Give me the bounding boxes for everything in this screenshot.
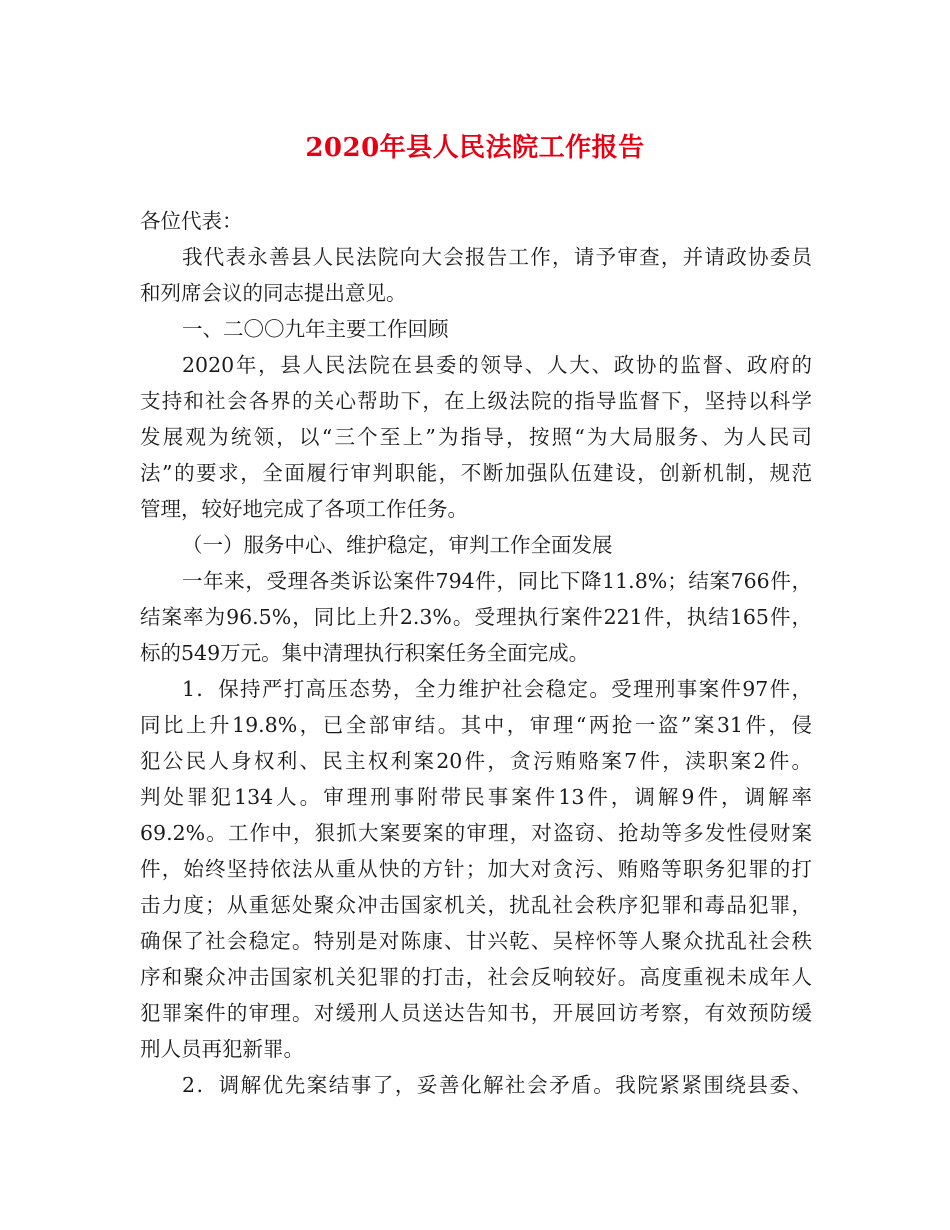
paragraph-line: 1．保持严打高压态势，全力维护社会稳定。受理刑事案件97件， [182,677,812,701]
subsection-heading: （一）服务中心、维护稳定，审判工作全面发展 [182,533,613,557]
paragraph-line: 结案率为96.5%，同比上升2.3%。受理执行案件221件，执结165件， [140,605,812,629]
paragraph-line: 判处罪犯134人。审理刑事附带民事案件13件，调解9件，调解率 [140,785,812,809]
paragraph-line: 和列席会议的同志提出意见。 [140,281,407,305]
paragraph-line: 犯公民人身权利、民主权利案20件，贪污贿赂案7件，渎职案2件。 [140,749,812,773]
paragraph-line: 法”的要求，全面履行审判职能，不断加强队伍建设，创新机制，规范 [140,461,812,485]
paragraph-line: 同比上升19.8%，已全部审结。其中，审理“两抢一盗”案31件，侵 [140,713,812,737]
salutation: 各位代表： [140,209,243,233]
section-heading: 一、二〇〇九年主要工作回顾 [182,317,449,341]
paragraph-line: 2．调解优先案结事了，妥善化解社会矛盾。我院紧紧围绕县委、 [182,1073,812,1097]
paragraph-line: 69.2%。工作中，狠抓大案要案的审理，对盗窃、抢劫等多发性侵财案 [140,821,812,845]
paragraph-line: 一年来，受理各类诉讼案件794件，同比下降11.8%；结案766件， [182,569,812,593]
document-title: 2020年县人民法院工作报告 [305,133,645,163]
paragraph-line: 击力度；从重惩处聚众冲击国家机关，扰乱社会秩序犯罪和毒品犯罪， [140,893,812,917]
paragraph-line: 我代表永善县人民法院向大会报告工作，请予审查，并请政协委员 [182,245,812,269]
paragraph-line: 刑人员再犯新罪。 [140,1037,304,1061]
paragraph-line: 序和聚众冲击国家机关犯罪的打击，社会反响较好。高度重视未成年人 [140,965,812,989]
paragraph-line: 犯罪案件的审理。对缓刑人员送达告知书，开展回访考察，有效预防缓 [140,1001,812,1025]
document-body [140,203,812,1103]
paragraph-line: 件，始终坚持依法从重从快的方针；加大对贪污、贿赂等职务犯罪的打 [140,857,812,881]
paragraph-line: 标的549万元。集中清理执行积案任务全面完成。 [140,641,590,665]
paragraph-line: 2020年，县人民法院在县委的领导、人大、政协的监督、政府的 [182,353,812,377]
paragraph-line: 发展观为统领，以“三个至上”为指导，按照“为大局服务、为人民司 [140,425,812,449]
paragraph-line: 支持和社会各界的关心帮助下，在上级法院的指导监督下，坚持以科学 [140,389,812,413]
paragraph-line: 管理，较好地完成了各项工作任务。 [140,497,468,521]
paragraph-line: 确保了社会稳定。特别是对陈康、甘兴乾、吴梓怀等人聚众扰乱社会秩 [140,929,812,953]
